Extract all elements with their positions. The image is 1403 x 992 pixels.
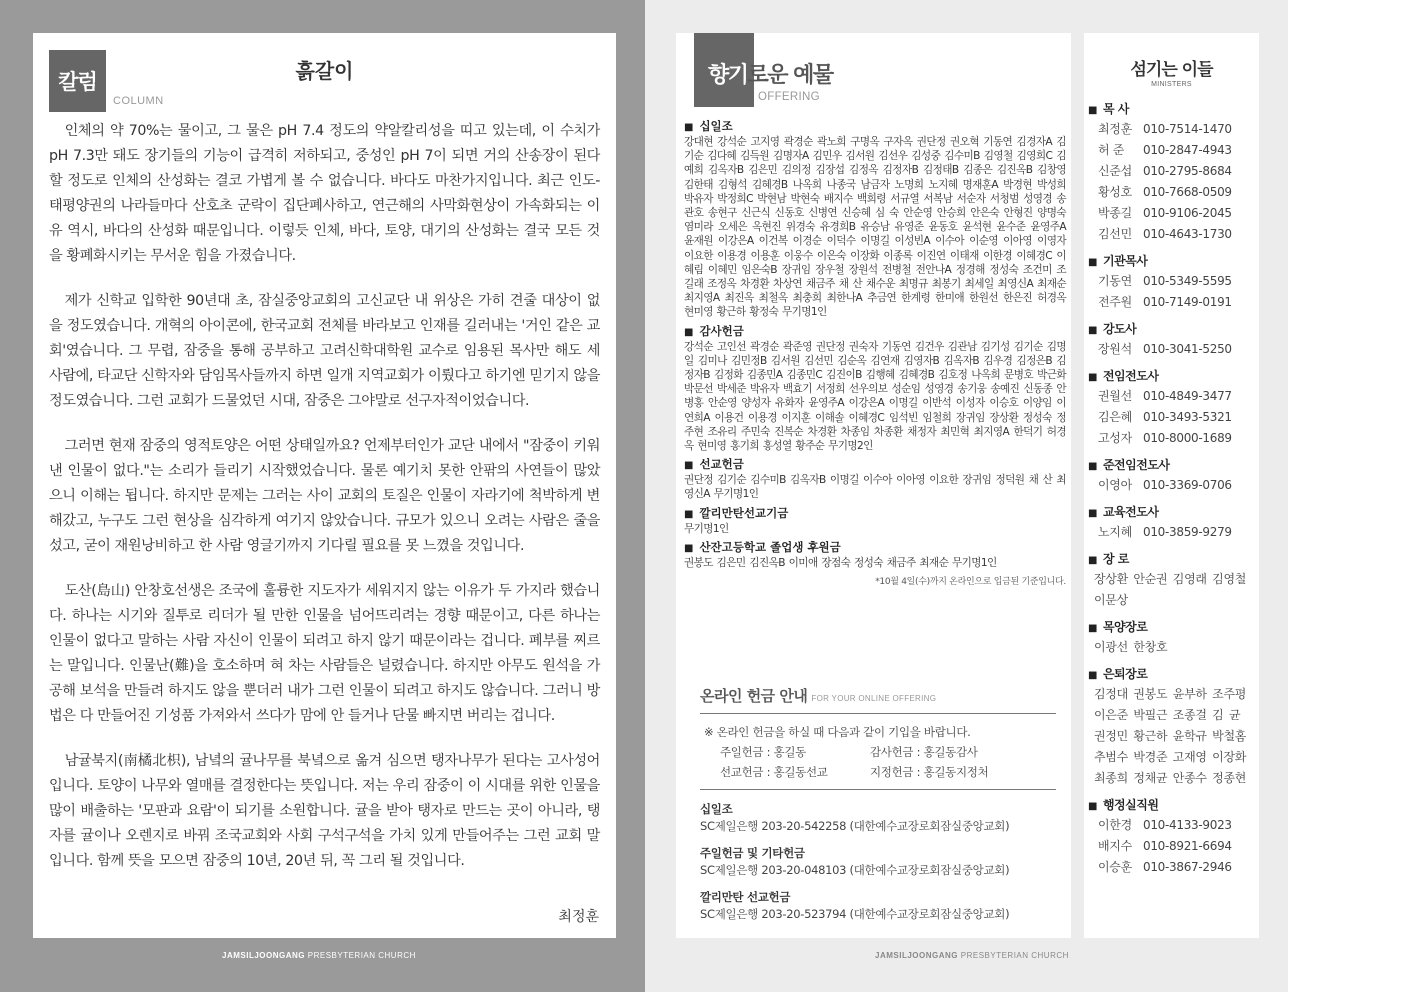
offering-group-kalimantan [684,506,1066,536]
ministers-panel [1084,33,1259,938]
offering-panel [676,33,1071,938]
minister-group [1088,619,1256,658]
column-paragraph: 제가 신학교 입학한 90년대 초, 잠실중앙교회의 고신교단 내 위상은 가히 견줄 대상이 없을 정도였습니다. 개혁의 아이콘에, 한국교회 전체를 바라보고 인재를 길러내는 '거인 같은 교회'였습니다. 그 무렵, 잠중을 통해 공부하고 고려신학대학원 교수로 임용된 목사만 해도 세 사람에, 타교단 신학자와 담임목사들까지 하면 일개 지역교회가 이뤘다고 하기엔 믿기지 않을 정도였습니다. 그런 교회가 드물었던 시대, 잠중은 그야말로 선구자적이었습니다. [49,293,600,409]
footer-left [222,951,416,960]
offering-group-thanks [684,324,1066,454]
minister-name: 최정훈 [1098,122,1132,136]
divider [700,789,1056,790]
minister-name: 장원석 [1098,342,1132,356]
minister-group [1088,368,1256,449]
column-panel [33,33,616,938]
online-title-en: FOR YOUR ONLINE OFFERING [811,694,937,703]
footer-right [875,951,1069,960]
minister-row [1088,857,1256,878]
minister-phone: 010-9106-2045 [1143,206,1232,220]
minister-row [1088,475,1256,496]
minister-name: 김은혜 [1098,410,1132,424]
footer-church-rest: PRESBYTERIAN CHURCH [305,951,416,960]
offering-list [684,119,1066,587]
minister-row [1088,339,1256,360]
minister-row [1088,182,1256,203]
minister-phone: 010-7668-0509 [1143,185,1232,199]
minister-group [1088,457,1256,496]
minister-row [1088,815,1256,836]
minister-name: 이승훈 [1098,860,1132,874]
minister-name: 김선민 [1098,227,1132,241]
minister-row [1088,407,1256,428]
online-intro: ※ 온라인 헌금을 하실 때 다음과 같이 기입을 바랍니다. [704,725,971,739]
offering-group-label: ■ 십일조 [684,119,1066,135]
minister-group [1088,253,1256,313]
minister-row [1088,119,1256,140]
online-title [700,685,1056,706]
account-number: SC제일은행 203-20-048103 (대한예수교장로회잠실중앙교회) [700,863,1010,877]
account-label: 십일조 [700,802,733,816]
minister-row [1088,428,1256,449]
offering-title-b: 로운 예물 [747,63,833,88]
minister-phone: 010-3859-9279 [1143,525,1232,539]
offering-group-label: ■ 선교헌금 [684,457,1066,473]
minister-group-label: ■ 전임전도사 [1088,368,1256,386]
minister-group [1088,797,1256,878]
minister-row [1088,836,1256,857]
footer-church-rest: PRESBYTERIAN CHURCH [958,951,1069,960]
minister-group [1088,666,1256,789]
minister-phone: 010-7149-0191 [1143,295,1232,309]
offering-subtitle: OFFERING [758,91,820,103]
account-tithe [700,801,1056,834]
account-label: 깔리만탄 선교헌금 [700,890,791,904]
minister-phone: 010-5349-5595 [1143,274,1232,288]
minister-phone: 010-7514-1470 [1143,122,1232,136]
column-paragraph: 그러면 현재 잠중의 영적토양은 어떤 상태일까요? 언제부터인가 교단 내에서 "잠중이 키워낸 인물이 없다."는 소리가 들리기 시작했었습니다. 물론 예기치 못한 안팎의 사연들이 많았으니 이해는 됩니다. 하지만 문제는 그러는 사이 교회의 토질은 인물이 자라기에 척박하게 변해갔고, 누구도 그런 현상을 심각하게 여기지 않았습니다. 규모가 있으니 오려는 사람은 줄을 섰고, 굳이 재원낭비하고 한 사람 영글기까지 기다릴 필요를 못 느꼈을 것입니다. [49,438,600,554]
offering-note: *10월 4일(수)까지 온라인으로 입금된 기준입니다. [875,577,1066,588]
ministers-title: 섬기는 이들 [1130,60,1213,80]
minister-name: 허 준 [1098,143,1125,157]
minister-phone: 010-4133-9023 [1143,818,1232,832]
minister-group-label: ■ 교육전도사 [1088,504,1256,522]
online-example: 감사헌금 : 홍길동감사 [870,745,978,759]
minister-names: 이광선 한창호 [1094,640,1168,654]
minister-group-label: ■ 장 로 [1088,551,1256,569]
offering-group-names: 강석순 고인선 곽경순 곽준영 권단정 권숙자 기동연 김건우 김관남 김기성 김기순 김명일 김미나 김민정B 김서원 김선민 김순옥 김연재 김영자B 김옥자B 김우경 김정은B 김정자B 김정화 김종민A 김종민C 김진이B 김행혜 김혜경B 김호정 나옥희 문병호 박근화 박문선 박세준 박유자 백효기 서정희 선우의보 성순임 성영경 송기웅 송예진 신동종 안병홍 안순영 양성자 유화자 윤영주A 이강은A 이명길 이반석 이성자 이승호 이양임 이연희A 이용건 이용경 이지훈 이해솔 이혜경C 임석빈 임철희 장귀임 장상환 정성숙 정주현 조유리 주민숙 진복순 차경환 차종임 차종환 채정자 최민혁 최지영A 한덕기 허경옥 현미영 홍기희 홍성열 황주순 무기명2인 [684,340,1066,453]
offering-group-names: 강대현 강석순 고지영 곽경순 곽노희 구명옥 구자옥 권단정 권오혁 기동연 김경자A 김기순 김다혜 김득원 김명자A 김민우 김서원 김선우 김성중 김수미B 김영철 김영희C 김예희 김옥자B 김은민 김의정 김장섭 김정옥 김정자B 김정태B 김종은 김진옥B 김창영 김한태 김형석 김혜경B 나옥희 나종국 남금자 노명희 노지혜 명재훈A 박경현 박성희 박유자 박정희C 박현남 박현숙 배지수 백희령 서규열 서복남 서순자 서청범 성영경 송관호 송현구 신근식 신동호 신병연 신승혜 심 숙 안순영 안승희 안은숙 안형진 양명숙 염미라 오세은 옥현진 위경숙 유경희B 유승남 유영준 윤동호 윤석현 윤수준 윤영주A 윤재원 이강은A 이건복 이경순 이덕수 이명길 이성빈A 이수아 이순영 이아영 이영자 이요한 이용경 이용훈 이웅수 이은숙 이장화 이종록 이진연 이태재 이한경 이혜경C 이혜림 이혜민 임은숙B 장귀임 장우철 장원석 전병철 전안나A 정경해 정성숙 조건미 조길래 조정옥 차경환 차상연 채금주 채 산 채수운 최명규 최봉기 최세일 최영신A 최재순 최지영A 최진옥 최철옥 최충희 최한나A 추금연 한계령 한미애 한원선 한은진 허경옥 현미영 황근하 황정숙 무기명1인 [684,136,1066,319]
minister-row [1088,522,1256,543]
minister-name: 황성호 [1098,185,1132,199]
minister-name: 신준섭 [1098,164,1132,178]
footer-church-bold: JAMSILJOONGANG [222,951,306,960]
minister-row [1088,224,1256,245]
minister-names: 김정대 권봉도 윤부하 조주평 이은준 박필근 조종걸 김 균 권정민 황근하 윤학규 박철홈 추범수 박경준 고재영 이장화 최종희 정채균 안종수 정종현 [1094,687,1247,785]
online-examples [720,744,1056,780]
ministers-subtitle: MINISTERS [1151,81,1192,88]
column-title: 흙갈이 [295,59,354,83]
minister-group-label: ■ 행정실직원 [1088,797,1256,815]
minister-phone: 010-3867-2946 [1143,860,1232,874]
minister-group [1088,551,1256,611]
minister-name: 고성자 [1098,431,1132,445]
minister-name: 박종길 [1098,206,1132,220]
offering-group-names: 무기명1인 [684,522,729,535]
minister-row [1088,140,1256,161]
minister-phone: 010-3369-0706 [1143,478,1232,492]
minister-group-label: ■ 강도사 [1088,321,1256,339]
online-title-ko: 온라인 헌금 안내 [700,687,808,705]
online-example: 선교헌금 : 홍길동선교 [720,765,828,779]
minister-group-label: ■ 기관목사 [1088,253,1256,271]
minister-name: 배지수 [1098,839,1132,853]
offering-group-names: 권단정 김기순 김수미B 김옥자B 이명길 이수아 이아영 이요한 장귀임 정덕원 채 산 최영신A 무기명1인 [684,474,1066,501]
minister-name: 전주원 [1098,295,1132,309]
minister-group-label: ■ 목양장로 [1088,619,1256,637]
column-badge-en: COLUMN [113,95,164,107]
minister-phone: 010-8000-1689 [1143,431,1232,445]
column-paragraph: 남귤북지(南橘北枳), 남녘의 귤나무를 북녘으로 옮겨 심으면 탱자나무가 된다는 고사성어입니다. 토양이 나무와 열매를 결정한다는 뜻입니다. 저는 우리 잠중이 이 시대를 위한 인물을 많이 배출하는 '모판과 요람'이 되기를 소원합니다. 귤을 받아 탱자로 만드는 곳이 아니라, 탱자를 귤이나 오렌지로 바꿔 조국교회와 사회 구석구석을 가치 있게 만들어주는 그런 교회 말입니다. 함께 뜻을 모으면 잠중의 10년, 20년 뒤, 꼭 그리 될 것입니다. [49,753,600,869]
offering-group-label: ■ 깔리만탄선교기금 [684,506,1066,522]
minister-row [1088,161,1256,182]
minister-group [1088,504,1256,543]
offering-group-tithe [684,119,1066,320]
account-label: 주일헌금 및 기타헌금 [700,846,805,860]
minister-name: 이영아 [1098,478,1132,492]
minister-name: 노지혜 [1098,525,1132,539]
offering-title-a: 향기 [708,63,748,88]
minister-name: 기동연 [1098,274,1132,288]
minister-phone: 010-3493-5321 [1143,410,1232,424]
minister-group [1088,101,1256,245]
offering-group-mission [684,457,1066,501]
offering-group-label: ■ 감사헌금 [684,324,1066,340]
online-example: 주일헌금 : 홍길동 [720,745,806,759]
minister-group [1088,321,1256,360]
column-badge: 칼럼 [49,50,106,112]
divider [700,713,1056,714]
column-paragraph: 도산(島山) 안창호선생은 조국에 훌륭한 지도자가 세워지지 않는 이유가 두 가지라 했습니다. 하나는 시기와 질투로 리더가 될 만한 인물을 넘어뜨리려는 경향 때문이고, 다른 하나는 인물이 없다고 말하는 사람 자신이 인물이 되려고 하지 않기 때문이라는 겁니다. 폐부를 찌르는 말입니다. 인물난(難)을 호소하며 혀 차는 사람들은 널렸습니다. 하지만 아무도 원석을 가공해 보석을 만들려 하지도 않을 뿐더러 내가 그런 인물이 되려고 하지도 않습니다. 그러니 방법은 다 만들어진 기성품 가져와서 쓰다가 맘에 안 들거나 단물 빠지면 버리는 겁니다. [49,583,600,724]
minister-phone: 010-4849-3477 [1143,389,1232,403]
footer-church-bold: JAMSILJOONGANG [875,951,959,960]
offering-group-names: 권봉도 김은민 김진옥B 이미애 장점숙 정성숙 채금주 최재순 무기명1인 [684,556,997,569]
online-example: 지정헌금 : 홍길동지정처 [870,765,989,779]
column-paragraph: 인체의 약 70%는 물이고, 그 물은 pH 7.4 정도의 약알칼리성을 띠고 있는데, 이 수치가 pH 7.3만 돼도 장기들의 기능이 급격히 저하되고, 중성인 pH 7이 되면 거의 산송장이 된다 할 정도로 인체의 산성화는 결코 가볍게 볼 수 없습니다. 바다도 마찬가지입니다. 최근 인도-태평양권의 나라들마다 산호초 군락이 집단폐사하고, 연근해의 사막화현상이 가속화되는 이유 역시, 바다의 산성화 때문입니다. 이렇듯 인체, 바다, 토양, 대기의 산성화는 결국 모든 것을 황폐화시키는 무서운 힘을 가졌습니다. [49,123,600,264]
minister-phone: 010-3041-5250 [1143,342,1232,356]
account-number: SC제일은행 203-20-542258 (대한예수교장로회잠실중앙교회) [700,819,1010,833]
ministers-list [1088,101,1256,886]
minister-names: 장상환 안순권 김영래 김영철 이문상 [1094,572,1247,607]
minister-name: 이한경 [1098,818,1132,832]
minister-group-label: ■ 은퇴장로 [1088,666,1256,684]
column-body [49,119,600,894]
minister-group-label: ■ 목 사 [1088,101,1256,119]
minister-phone: 010-2795-8684 [1143,164,1232,178]
offering-group-highschool [684,540,1066,570]
account-number: SC제일은행 203-20-523794 (대한예수교장로회잠실중앙교회) [700,907,1010,921]
minister-row [1088,292,1256,313]
minister-row [1088,271,1256,292]
minister-name: 권월선 [1098,389,1132,403]
offering-title [708,58,833,89]
minister-phone: 010-2847-4943 [1143,143,1232,157]
online-offering-section [700,685,1056,922]
minister-phone: 010-8921-6694 [1143,839,1232,853]
column-author: 최정훈 [558,909,599,925]
minister-row [1088,386,1256,407]
account-kalimantan [700,889,1056,922]
minister-group-label: ■ 준전임전도사 [1088,457,1256,475]
minister-phone: 010-4643-1730 [1143,227,1232,241]
account-sunday [700,845,1056,878]
minister-row [1088,203,1256,224]
offering-group-label: ■ 산잔고등학교 졸업생 후원금 [684,540,1066,556]
